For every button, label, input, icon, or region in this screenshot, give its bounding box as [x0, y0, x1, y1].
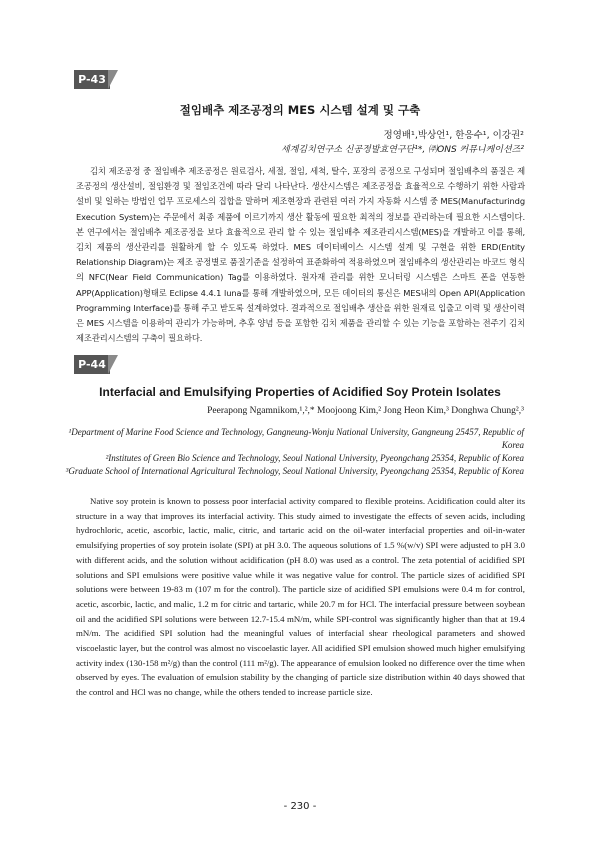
- paper-title-p43: 절임배추 제조공정의 MES 시스템 설계 및 구축: [179, 103, 421, 117]
- affiliation-2: ²Institutes of Green Bio Science and Technology, Seoul National University, Pyeongchang 25354, Republic of Korea: [105, 453, 524, 463]
- abstract-p44: Native soy protein is known to possess poor interfacial activity compared to flexible proteins. Acidification could alter its structure in a way that improves its interfacial activity. This study aimed to investigate the effects of seven acids, including hydrochloric, acetic, ascorbic, lactic, malic, citric, and tartaric acid on the oil-water interfacial properties and oil-in-water emulsifying properties of soy protein isolate (SPI) at pH 3.0. The aqueous solutions of 1.5 %(w/v) SPI were adjusted to pH 3.0 with different acids, and the solution without acidification (pH 8.0) was used as a control. The zeta potential of acidified SPI solutions and SPI emulsions were positive value while it was negative value for control. The particle sizes of acidified SPI solutions were between 19-83 m (107 m for the control). The particle size of acidified SPI emulsions were 0.4 m for control, acetic, ascorbic, lactic, and malic, 1.2 m for citric and tartaric, while 20.7 m for HCl. The interfacial pressure between soybean oil and the acidified SPI solutions were between 12.7-15.4 mN/m, while SPI-control was significantly higher than that at 19.4 mN/m. The acidified SPI solution had the meaningful values of interfacial shear rheological parameters and showed viscoelastic layer, but the control was almost no viscoelastic layer. All acidified SPI emulsion showed much higher emulsifying activity index (130-158 m²/g) than the control (111 m²/g). The appearance of emulsion looked no difference over the time when observed by eyes. The evaluation of emulsion stability by the changing of particle size distribution within 40 days showed that the control and HCl was no change, while the others tended to increase particle size.: [76, 496, 525, 698]
- affiliation-p43: 세계김치연구소 신공정발효연구단¹*, ㈜ONS 커뮤니케이션즈²: [281, 145, 524, 155]
- paper-title-p44: Interfacial and Emulsifying Properties of Acidified Soy Protein Isolates: [99, 385, 501, 399]
- section-badge-p43: [74, 70, 120, 89]
- affiliation-1: ¹Department of Marine Food Science and Technology, Gangneung-Wonju National University, Gangneung 25457, Republic of Korea: [68, 427, 524, 450]
- section-badge-p44: [74, 355, 120, 374]
- affiliation-3: ³Graduate School of International Agricultural Technology, Seoul National University, Pyeongchang 25354, Republic of Korea: [65, 466, 524, 476]
- authors-p43: 정영배¹,박상언¹, 한응수¹, 이강권²: [383, 130, 524, 141]
- badge-label: P-44: [78, 358, 106, 371]
- authors-p44: Peerapong Ngamnikom,¹,²,* Moojoong Kim,² Jong Heon Kim,³ Donghwa Chung²,³: [207, 406, 524, 416]
- affiliations-p44: [54, 426, 524, 478]
- abstract-p43: 김치 제조공정 중 절임배추 제조공정은 원료검사, 세절, 절임, 세척, 탈수, 포장의 공정으로 구성되며 절임배추의 품질은 제조공정의 생산설비, 절임환경 및 절임조건에 따라 달리 나타난다. 생산시스템은 제조공정을 효율적으로 수행하기 위한 사람과 설비 및 일하는 방법인 업무 프로세스의 집합을 말하며 제조현장과 관련된 여러 가지 자동화 시스템 중 MES(Manufacturindg Execution System)는 주문에서 최종 제품에 이르기까지 생산 활동에 필요한 최적의 정보를 관리하는데 필요한 시스템이다. 본 연구에서는 절임배추 제조공정을 보다 효율적으로 관리 할 수 있는 절임배추 제조관리시스템(MES)을 개발하고 이를 통해, 김치 제품의 생산관리를 원활하게 할 수 있도록 하였다. MES 데이터베이스 시스템 설계 및 구현을 위한 ERD(Entity Relationship Diagram)는 제조 공정별로 품질기준을 설정하여 표준화하여 적용하였으며 절임배추의 생산관리는 바코드 형식의 NFC(Near Field Communication) Tag를 이용하였다. 원자재 관리를 위한 모니터링 시스템은 스마트 폰을 연동한 APP(Application)형태로 Eclipse 4.4.1 luna를 통해 개발하였으며, 모든 데이터의 통신은 MES내의 Open API(Application Programming Interface)를 통해 주고 받도록 설계하였다. 결과적으로 절임배추 생산을 위한 원재료 입출고 이력 및 생산이력은 MES 시스템을 이용하여 관리가 가능하며, 추후 양념 등을 포함한 김치 제품을 관리할 수 있는 기능을 포함하는 전주기 김치 제조관리시스템의 구축이 필요하다.: [76, 166, 525, 344]
- page-number: - 230 -: [283, 801, 317, 812]
- badge-label: P-43: [78, 73, 106, 86]
